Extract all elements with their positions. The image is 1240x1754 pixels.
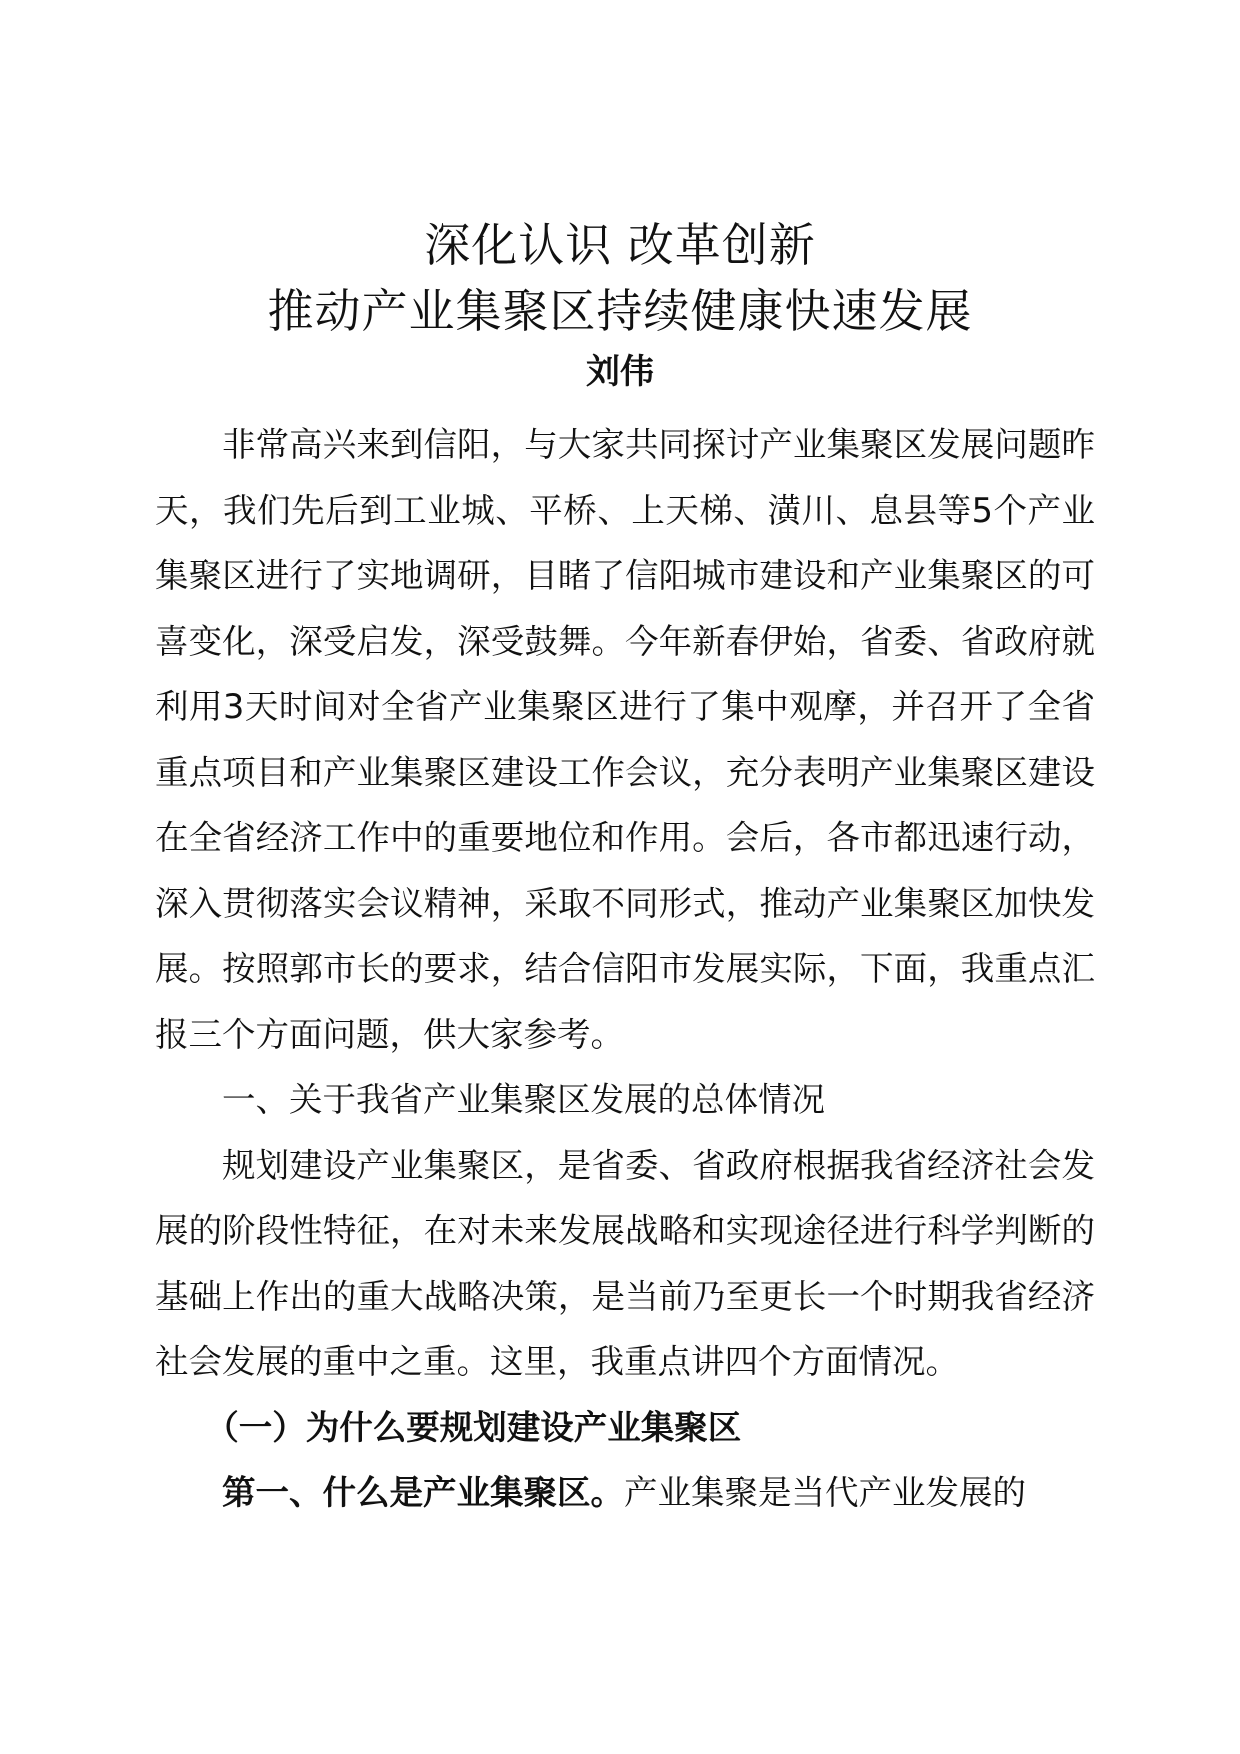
- section-1-heading: 一、关于我省产业集聚区发展的总体情况: [222, 1080, 825, 1119]
- document-title-line-2: 推动产业集聚区持续健康快速发展: [267, 284, 973, 338]
- point-1-lead: 第一、什么是产业集聚区。: [222, 1473, 624, 1512]
- document-author: 刘伟: [586, 352, 654, 392]
- point-1-paragraph: [155, 1460, 1095, 1526]
- intro-paragraph: 非常高兴来到信阳，与大家共同探讨产业集聚区发展问题昨天，我们先后到工业城、平桥、上天梯、潢川、息县等5个产业集聚区进行了实地调研，目睹了信阳城市建设和产业集聚区的可喜变化，深受启发，深受鼓舞。今年新春伊始，省委、省政府就利用3天时间对全省产业集聚区进行了集中观摩，并召开了全省重点项目和产业集聚区建设工作会议，充分表明产业集聚区建设在全省经济工作中的重要地位和作用。会后，各市都迅速行动，深入贯彻落实会议精神，采取不同形式，推动产业集聚区加快发展。按照郭市长的要求，结合信阳市发展实际，下面，我重点汇报三个方面问题，供大家参考。: [155, 425, 1095, 1054]
- point-1-text: 产业集聚是当代产业发展的: [624, 1473, 1026, 1512]
- section-1-paragraph: 规划建设产业集聚区，是省委、省政府根据我省经济社会发展的阶段性特征，在对未来发展战略和实现途径进行科学判断的基础上作出的重大战略决策，是当前乃至更长一个时期我省经济社会发展的重中之重。这里，我重点讲四个方面情况。: [155, 1145, 1095, 1381]
- document-body: [155, 412, 1095, 1526]
- document-title-line-1: 深化认识 改革创新: [424, 218, 816, 272]
- subsection-1-heading: （一）为什么要规划建设产业集聚区: [205, 1407, 742, 1447]
